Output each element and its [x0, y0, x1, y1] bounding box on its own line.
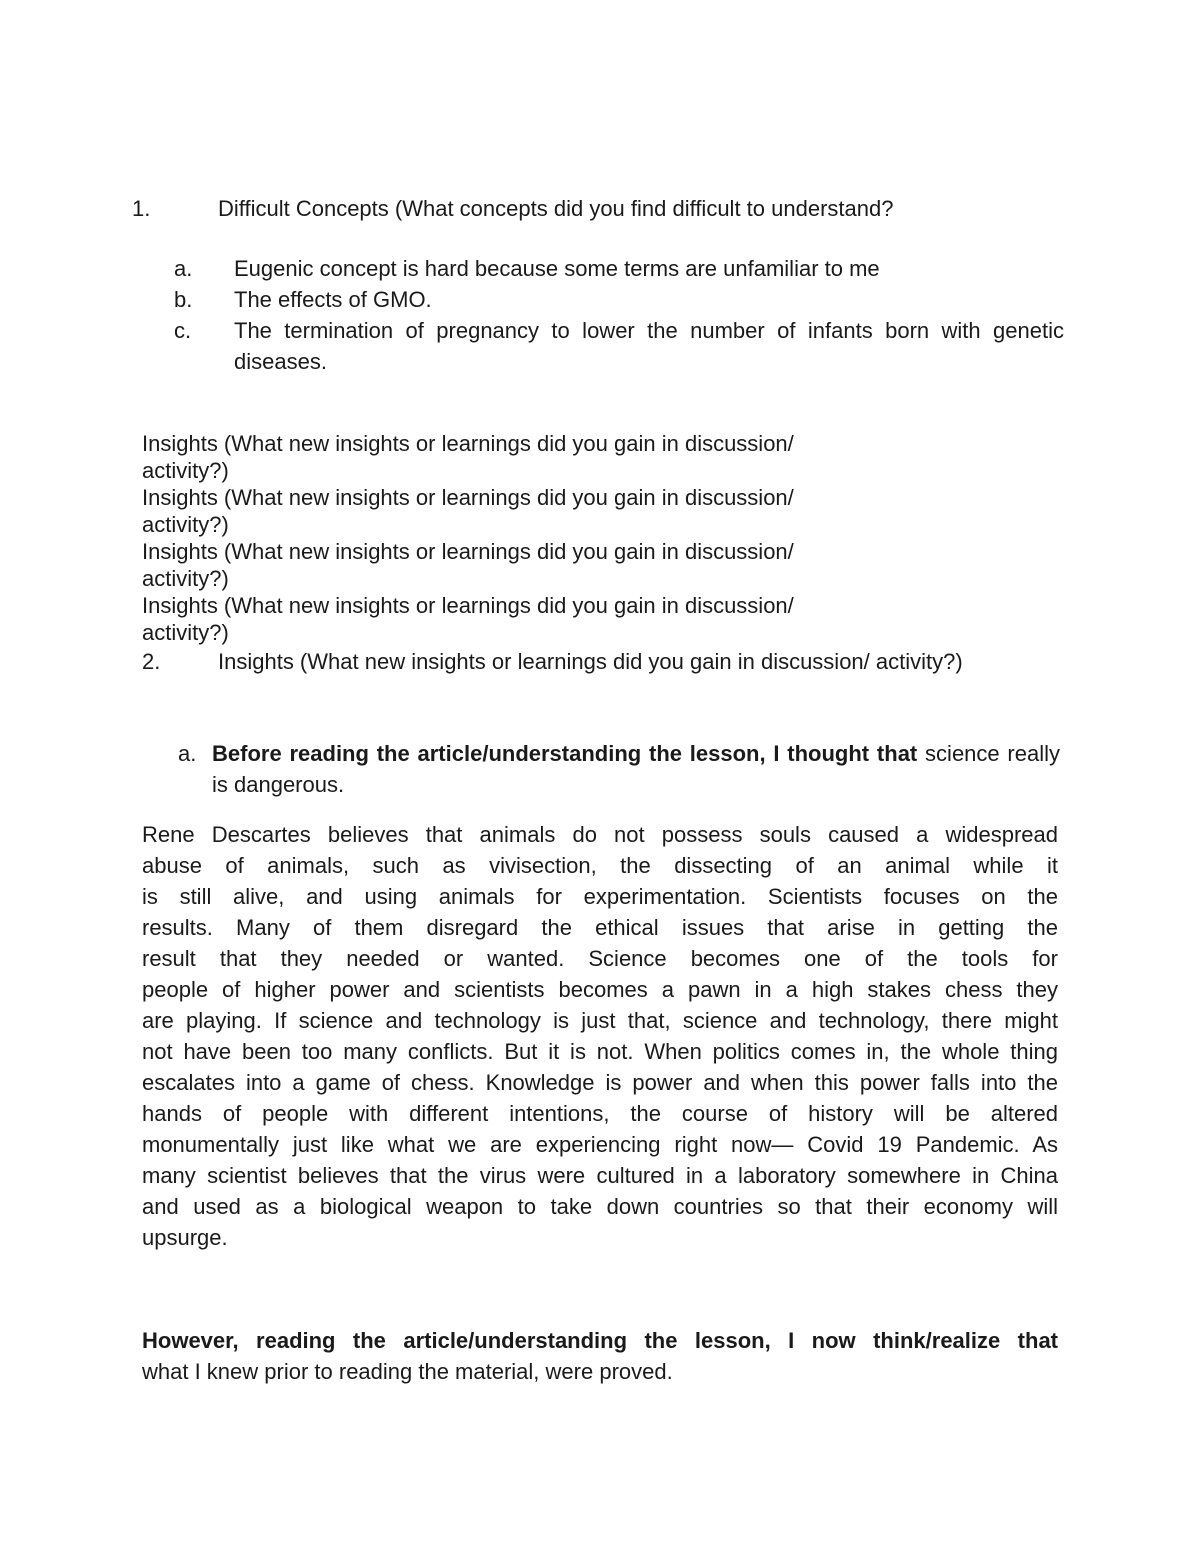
section-1-heading: Difficult Concepts (What concepts did you find difficult to understand? [218, 196, 894, 221]
before-reading-bold: Before reading the article/understanding the lesson, I thought that [212, 741, 918, 766]
insights-line: Insights (What new insights or learnings did you gain in discussion/ [142, 593, 794, 618]
list-item-text: Eugenic concept is hard because some terms are unfamiliar to me [234, 256, 880, 281]
section-2-number: 2. [142, 649, 161, 674]
insights-repeat [142, 484, 794, 538]
insights-repeat [142, 538, 794, 592]
list-item-text: The termination of pregnancy to lower the number of infants born with genetic diseases. [234, 318, 1064, 374]
paragraph-line: hands of people with different intentions, the course of history will be altered [142, 1101, 1058, 1126]
paragraph-line: and used as a biological weapon to take down countries so that their economy will [142, 1194, 1058, 1219]
paragraph-line: not have been too many conflicts. But it is not. When politics comes in, the whole thing [142, 1039, 1058, 1064]
insights-repeat [142, 430, 794, 484]
insights-line: activity?) [142, 620, 229, 645]
body-paragraph [142, 819, 1058, 1253]
paragraph-line: people of higher power and scientists becomes a pawn in a high stakes chess they [142, 977, 1058, 1002]
paragraph-line: monumentally just like what we are experiencing right now— Covid 19 Pandemic. As [142, 1132, 1058, 1157]
section-2-heading: Insights (What new insights or learnings did you gain in discussion/ activity?) [218, 649, 963, 674]
paragraph-line: result that they needed or wanted. Science becomes one of the tools for [142, 946, 1058, 971]
insights-line: Insights (What new insights or learnings did you gain in discussion/ [142, 539, 794, 564]
paragraph-line: abuse of animals, such as vivisection, the dissecting of an animal while it [142, 853, 1058, 878]
list-item-letter: a. [174, 256, 193, 281]
closing-statement [142, 1325, 1058, 1387]
before-reading-text: science really is dangerous. [212, 741, 1061, 797]
paragraph-line: many scientist believes that the virus were cultured in a laboratory somewhere in China [142, 1163, 1058, 1188]
paragraph-line: are playing. If science and technology is just that, science and technology, there might [142, 1008, 1058, 1033]
insights-repeat [142, 592, 794, 646]
insights-line: activity?) [142, 512, 229, 537]
insights-line: Insights (What new insights or learnings did you gain in discussion/ [142, 431, 794, 456]
insights-line: activity?) [142, 566, 229, 591]
list-item-letter: c. [174, 318, 192, 343]
insights-line: activity?) [142, 458, 229, 483]
paragraph-line: Rene Descartes believes that animals do not possess souls caused a widespread [142, 822, 1058, 847]
list-item-text: The effects of GMO. [234, 287, 432, 312]
list-item-letter: b. [174, 287, 193, 312]
closing-text: what I knew prior to reading the material, were proved. [142, 1359, 673, 1384]
before-reading-statement [212, 738, 1060, 800]
paragraph-line: results. Many of them disregard the ethical issues that arise in getting the [142, 915, 1058, 940]
section-1-number: 1. [132, 196, 151, 221]
insights-line: Insights (What new insights or learnings did you gain in discussion/ [142, 485, 794, 510]
paragraph-line: is still alive, and using animals for experimentation. Scientists focuses on the [142, 884, 1058, 909]
paragraph-line: escalates into a game of chess. Knowledge is power and when this power falls into the [142, 1070, 1058, 1095]
paragraph-line: upsurge. [142, 1225, 228, 1250]
list-item-letter: a. [178, 741, 197, 766]
closing-bold: However, reading the article/understanding the lesson, I now think/realize that [142, 1328, 1058, 1353]
